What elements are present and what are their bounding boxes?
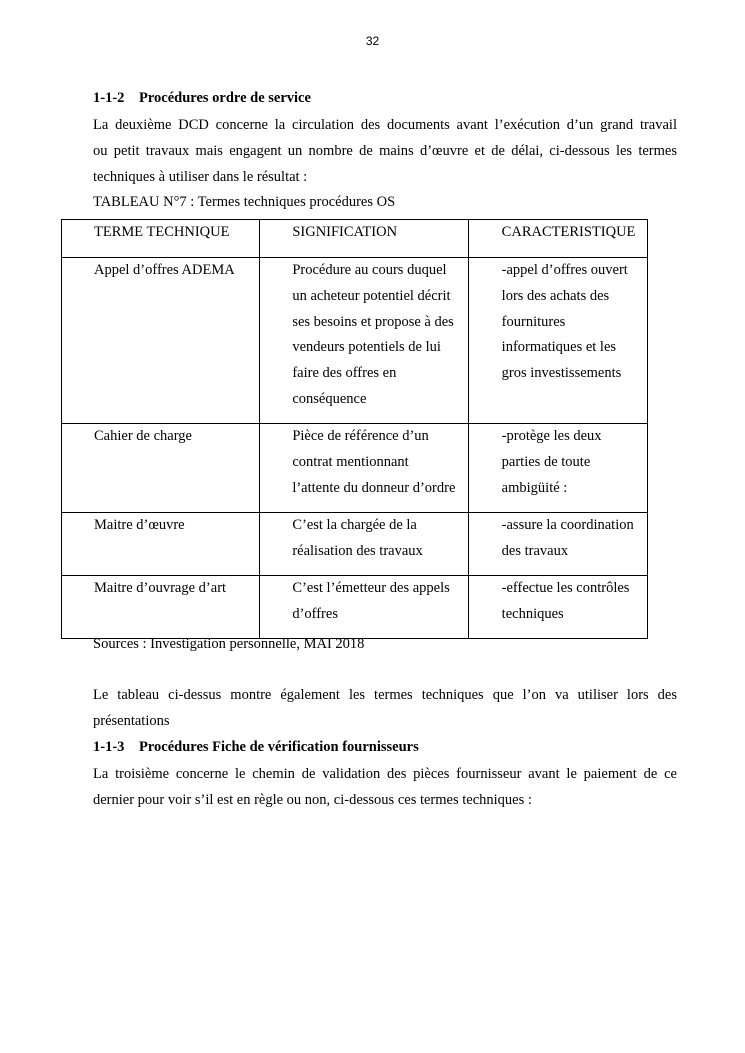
paragraph-line: présentations bbox=[93, 713, 170, 729]
paragraph-line: ou petit travaux mais engagent un nombre de mains d’œuvre et de délai, ci-dessous les termes bbox=[93, 143, 677, 159]
section-heading-1-1-3 bbox=[93, 739, 419, 756]
paragraph-line: La deuxième DCD concerne la circulation des documents avant l’exécution d’un grand travail bbox=[93, 117, 677, 133]
paragraph-line: La troisième concerne le chemin de validation des pièces fournisseur avant le paiement de ce bbox=[93, 766, 677, 782]
feature-cell: -appel d’offres ouvert lors des achats des fournitures informatiques et les gros investissements bbox=[468, 258, 647, 424]
section-2-paragraph bbox=[93, 761, 677, 813]
section-number: 1-1-3 bbox=[93, 739, 125, 755]
after-table-paragraph bbox=[93, 682, 677, 734]
term-cell: Cahier de charge bbox=[62, 424, 260, 513]
paragraph-line: dernier pour voir s’il est en règle ou non, ci-dessous ces termes techniques : bbox=[93, 792, 532, 808]
technical-terms-table bbox=[61, 219, 648, 639]
section-number: 1-1-2 bbox=[93, 90, 125, 106]
table-header-cell: CARACTERISTIQUE bbox=[468, 220, 647, 258]
section-heading-1-1-2 bbox=[93, 90, 311, 107]
term-cell: Maitre d’ouvrage d’art bbox=[62, 576, 260, 639]
table-row bbox=[62, 258, 648, 424]
meaning-cell: Pièce de référence d’un contrat mentionnant l’attente du donneur d’ordre bbox=[260, 424, 468, 513]
paragraph-line: techniques à utiliser dans le résultat : bbox=[93, 169, 308, 185]
meaning-cell: C’est la chargée de la réalisation des travaux bbox=[260, 513, 468, 576]
meaning-cell: C’est l’émetteur des appels d’offres bbox=[260, 576, 468, 639]
table-header-cell: TERME TECHNIQUE bbox=[62, 220, 260, 258]
feature-cell: -effectue les contrôles techniques bbox=[468, 576, 647, 639]
meaning-cell: Procédure au cours duquel un acheteur potentiel décrit ses besoins et propose à des vendeurs potentiels de lui faire des offres en conséquence bbox=[260, 258, 468, 424]
table-row bbox=[62, 576, 648, 639]
table-header-cell: SIGNIFICATION bbox=[260, 220, 468, 258]
section-title: Procédures Fiche de vérification fournisseurs bbox=[139, 739, 419, 755]
section-title: Procédures ordre de service bbox=[139, 90, 311, 106]
table-header-row bbox=[62, 220, 648, 258]
term-cell: Maitre d’œuvre bbox=[62, 513, 260, 576]
page-number: 32 bbox=[365, 34, 380, 48]
feature-cell: -protège les deux parties de toute ambigüité : bbox=[468, 424, 647, 513]
table-source: Sources : Investigation personnelle, MAI 2018 bbox=[93, 636, 365, 652]
table-caption: TABLEAU N°7 : Termes techniques procédures OS bbox=[93, 194, 396, 210]
section-1-paragraph bbox=[93, 112, 677, 190]
table-row bbox=[62, 424, 648, 513]
paragraph-line: Le tableau ci-dessus montre également les termes techniques que l’on va utiliser lors des bbox=[93, 687, 677, 703]
feature-cell: -assure la coordination des travaux bbox=[468, 513, 647, 576]
term-cell: Appel d’offres ADEMA bbox=[62, 258, 260, 424]
table-row bbox=[62, 513, 648, 576]
